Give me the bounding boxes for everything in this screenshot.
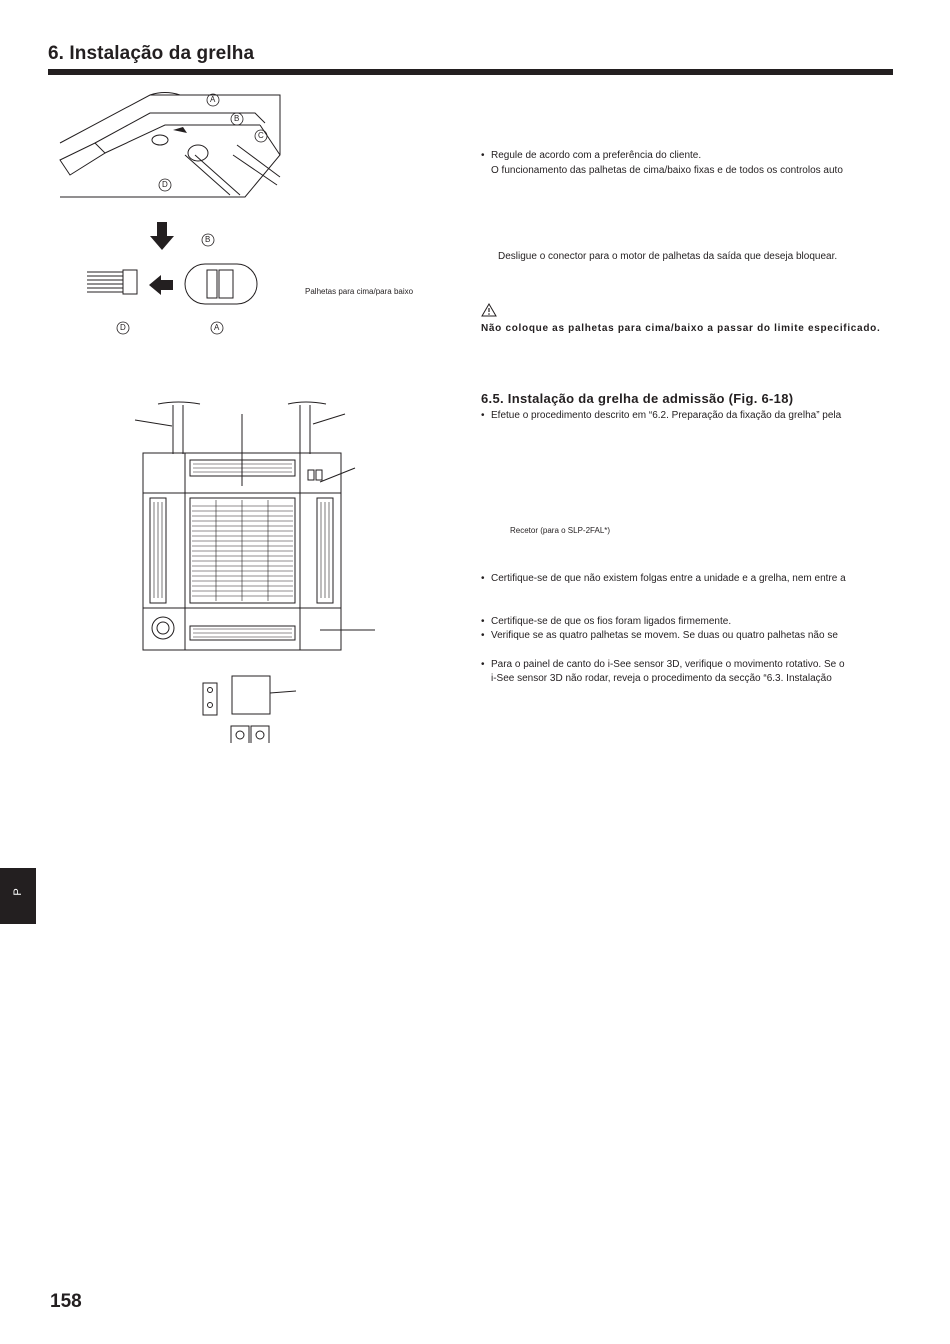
down-arrow-icon — [148, 220, 176, 252]
callout-b-mid-label: B — [205, 235, 211, 244]
figure-grille-panel — [130, 398, 380, 743]
callout-a-bottom-label: A — [214, 323, 220, 332]
language-tab — [0, 868, 36, 924]
bullet-4-marker: • — [481, 616, 485, 627]
bullet-1-line-1: Regule de acordo com a preferência do cliente. — [491, 150, 702, 161]
language-tab-label: P — [12, 888, 24, 896]
bullet-6-line-1: Para o painel de canto do i-See sensor 3D, verifique o movimento rotativo. Se o — [491, 659, 845, 670]
callout-c-label: C — [258, 131, 264, 140]
callout-d-top-label: D — [162, 180, 168, 189]
bullet-2-text: Efetue o procedimento descrito em “6.2. Preparação da fixação da grelha” pela — [491, 410, 842, 421]
bullet-1-line-2: O funcionamento das palhetas de cima/baixo fixas e de todos os controlos auto — [491, 165, 843, 176]
section-title: 6. Instalação da grelha — [48, 43, 255, 64]
callout-d-bottom-label: D — [120, 323, 126, 332]
bullet-4-text: Certifique-se de que os fios foram ligados firmemente. — [491, 616, 732, 627]
page-number: 158 — [50, 1291, 82, 1312]
bullet-3-text: Certifique-se de que não existem folgas entre a unidade e a grelha, nem entre a — [491, 573, 846, 584]
receiver-caption: Recetor (para o SLP-2FAL*) — [510, 526, 611, 535]
bullet-5-marker: • — [481, 630, 485, 641]
callout-b-top-label: B — [234, 114, 240, 123]
bullet-3-marker: • — [481, 573, 485, 584]
caption-vanes: Palhetas para cima/para baixo — [305, 287, 414, 296]
bullet-6-marker: • — [481, 659, 485, 670]
subsection-title: 6.5. Instalação da grelha de admissão (Fig. 6-18) — [481, 391, 794, 406]
warning-icon — [481, 303, 497, 317]
title-rule — [48, 69, 893, 75]
bullet-6-line-2: i-See sensor 3D não rodar, reveja o procedimento da secção “6.3. Instalação — [491, 673, 832, 684]
left-arrow-icon — [149, 275, 173, 295]
figure-grille-corner — [55, 85, 305, 215]
bullet-2-marker: • — [481, 410, 485, 421]
disconnect-text: Desligue o conector para o motor de palhetas da saída que deseja bloquear. — [498, 251, 838, 262]
bullet-5-text: Verifique se as quatro palhetas se movem. Se duas ou quatro palhetas não se — [491, 630, 838, 641]
callout-a-top-label: A — [210, 95, 216, 104]
warning-text: Não coloque as palhetas para cima/baixo a passar do limite especificado. — [481, 323, 881, 334]
figure-connector — [85, 258, 275, 318]
bullet-1-marker: • — [481, 150, 485, 161]
